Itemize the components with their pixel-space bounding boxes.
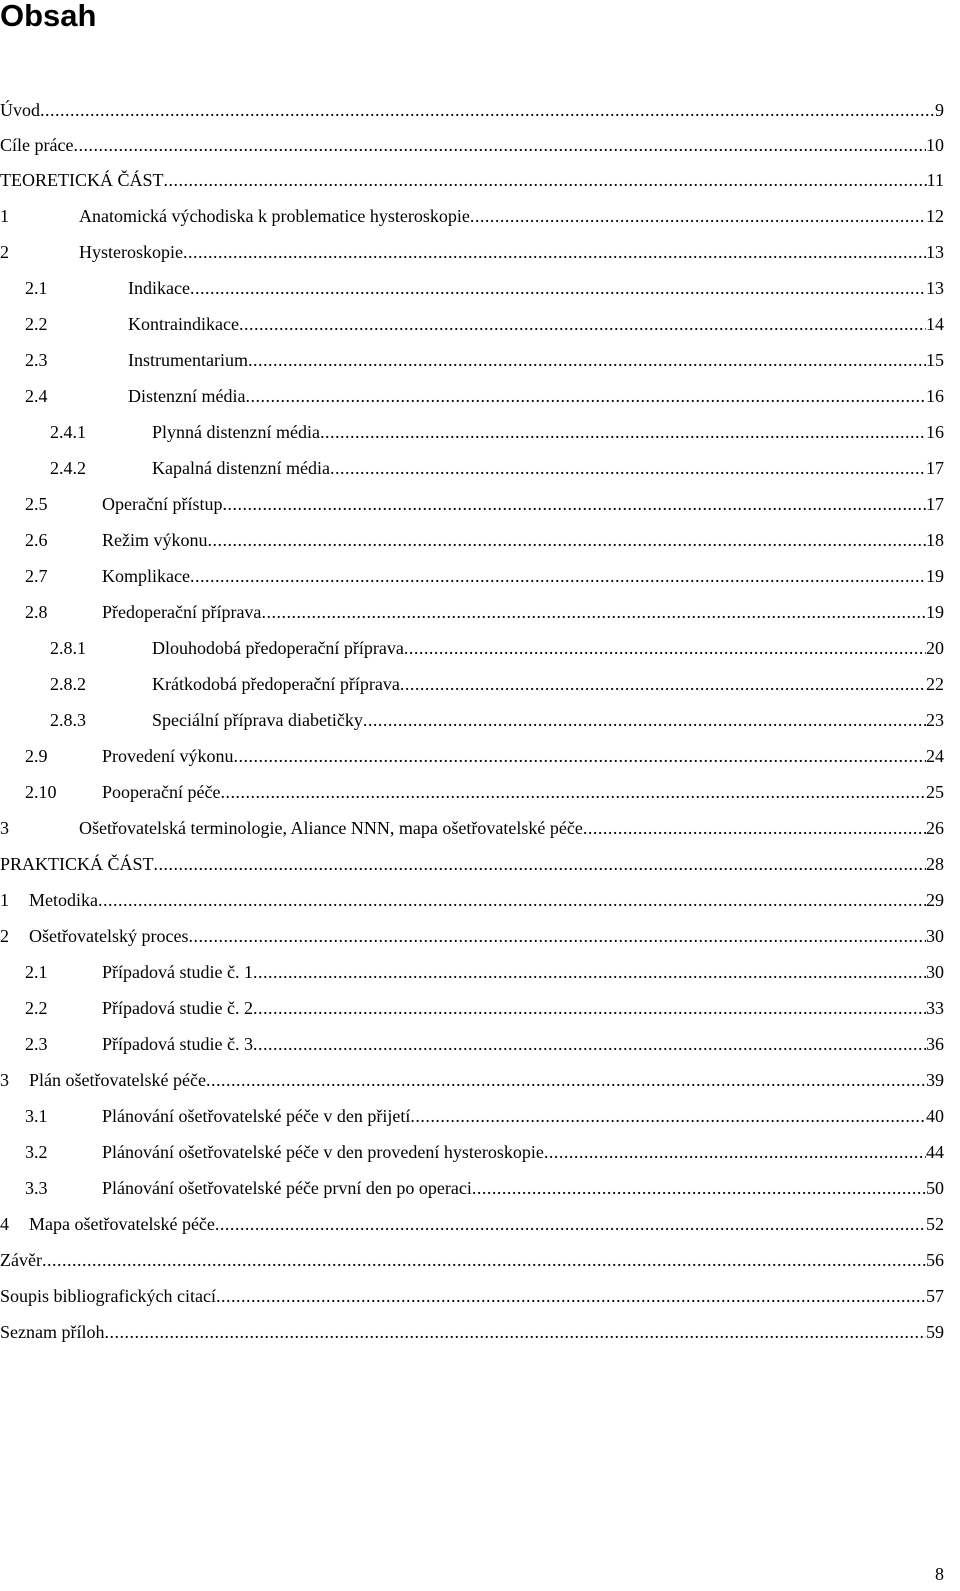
toc-entry-number: 3.2 [25, 1142, 48, 1162]
toc-entry-title: Krátkodobá předoperační příprava [152, 674, 400, 694]
toc-entry-number: 2.7 [25, 566, 48, 586]
toc-entry-title: Ošetřovatelská terminologie, Aliance NNN, mapa ošetřovatelské péče [79, 818, 583, 838]
toc-entry-title: TEORETICKÁ ČÁST [0, 170, 164, 190]
toc-entry[interactable] [0, 815, 944, 841]
toc-entry[interactable] [0, 707, 944, 733]
toc-entry-page: 59 [926, 1322, 944, 1342]
toc-entry-title: Provedení výkonu [102, 746, 234, 766]
toc-entry-page: 26 [926, 818, 944, 838]
toc-entry-page: 16 [926, 386, 944, 406]
toc-entry-title: Mapa ošetřovatelské péče [29, 1214, 215, 1234]
toc-entry-page: 29 [926, 890, 944, 910]
toc-entry-page: 22 [926, 674, 944, 694]
toc-entry-number: 2.6 [25, 530, 48, 550]
toc-entry-number: 2.5 [25, 494, 48, 514]
toc-entry[interactable] [0, 779, 944, 805]
toc-entry-page: 23 [926, 710, 944, 730]
toc-entry-page: 56 [926, 1250, 944, 1270]
toc-entry-title: PRAKTICKÁ ČÁST [0, 854, 154, 874]
toc-entry-title: Závěr [0, 1250, 42, 1270]
toc-entry-title: Kapalná distenzní média [152, 458, 330, 478]
toc-entry-number: 1 [0, 890, 9, 910]
toc-dot-leader [253, 1031, 926, 1057]
toc-dot-leader [404, 635, 926, 661]
toc-entry-title: Cíle práce [0, 135, 74, 155]
toc-entry-page: 24 [926, 746, 944, 766]
toc-entry-title: Případová studie č. 1 [102, 962, 253, 982]
toc-entry[interactable] [0, 743, 944, 769]
toc-entry-title: Úvod [0, 100, 40, 120]
toc-dot-leader [400, 671, 926, 697]
toc-entry[interactable] [0, 239, 944, 265]
toc-entry[interactable] [0, 347, 944, 373]
toc-entry-title: Soupis bibliografických citací [0, 1286, 216, 1306]
toc-entry[interactable] [0, 491, 944, 517]
toc-entry-page: 13 [926, 278, 944, 298]
toc-entry[interactable] [0, 923, 944, 949]
toc-dot-leader [253, 995, 926, 1021]
toc-entry[interactable] [0, 1247, 944, 1273]
toc-entry[interactable] [0, 167, 944, 193]
toc-entry-page: 28 [926, 854, 944, 874]
toc-entry-title: Plánování ošetřovatelské péče v den přijetí [102, 1106, 411, 1126]
toc-entry-page: 13 [926, 242, 944, 262]
toc-entry-number: 2.1 [25, 278, 48, 298]
toc-entry-page: 10 [926, 135, 944, 155]
toc-entry[interactable] [0, 1031, 944, 1057]
toc-dot-leader [583, 815, 926, 841]
toc-dot-leader [104, 1319, 926, 1345]
toc-entry-page: 30 [926, 962, 944, 982]
toc-entry[interactable] [0, 455, 944, 481]
toc-dot-leader [164, 167, 927, 193]
toc-entry[interactable] [0, 563, 944, 589]
toc-entry-title: Plánování ošetřovatelské péče první den po operaci [102, 1178, 472, 1198]
toc-entry-page: 17 [926, 494, 944, 514]
toc-entry-page: 40 [926, 1106, 944, 1126]
toc-entry[interactable] [0, 311, 944, 337]
toc-entry-title: Indikace [128, 278, 190, 298]
toc-entry-page: 44 [926, 1142, 944, 1162]
toc-dot-leader [470, 203, 926, 229]
toc-entry[interactable] [0, 203, 944, 229]
toc-entry-number: 4 [0, 1214, 9, 1234]
toc-entry-title: Předoperační příprava [102, 602, 262, 622]
toc-entry-title: Plynná distenzní média [152, 422, 320, 442]
toc-dot-leader [239, 311, 926, 337]
toc-dot-leader [183, 239, 926, 265]
toc-entry-title: Distenzní média [128, 386, 246, 406]
toc-entry-title: Dlouhodobá předoperační příprava [152, 638, 404, 658]
toc-entry[interactable] [0, 635, 944, 661]
toc-entry-number: 1 [0, 206, 9, 226]
toc-dot-leader [233, 743, 926, 769]
toc-entry-title: Případová studie č. 3 [102, 1034, 253, 1054]
toc-dot-leader [222, 491, 926, 517]
toc-dot-leader [208, 527, 927, 553]
toc-dot-leader [42, 1247, 926, 1273]
toc-dot-leader [261, 599, 926, 625]
toc-entry-number: 2.8 [25, 602, 48, 622]
toc-entry-title: Ošetřovatelský proces [29, 926, 189, 946]
toc-entry[interactable] [0, 959, 944, 985]
toc-entry-page: 50 [926, 1178, 944, 1198]
toc-entry-title: Plán ošetřovatelské péče [29, 1070, 206, 1090]
toc-entry-title: Instrumentarium [128, 350, 248, 370]
toc-entry-title: Seznam příloh [0, 1322, 105, 1342]
toc-entry-number: 2.1 [25, 962, 48, 982]
toc-entry-title: Režim výkonu [102, 530, 208, 550]
toc-entry-page: 11 [926, 170, 944, 190]
toc-entry[interactable] [0, 1211, 944, 1237]
page-number: 8 [935, 1564, 944, 1584]
toc-entry[interactable] [0, 1283, 944, 1309]
toc-dot-leader [363, 707, 926, 733]
toc-entry-number: 2 [0, 926, 9, 946]
toc-entry-number: 2.4.2 [50, 458, 86, 478]
toc-dot-leader [215, 1211, 926, 1237]
toc-dot-leader [320, 419, 926, 445]
toc-entry-page: 19 [926, 566, 944, 586]
toc-dot-leader [190, 563, 926, 589]
toc-entry-number: 2.10 [25, 782, 57, 802]
toc-entry-title: Plánování ošetřovatelské péče v den provedení hysteroskopie [102, 1142, 544, 1162]
toc-dot-leader [472, 1175, 926, 1201]
toc-entry-title: Speciální příprava diabetičky [152, 710, 363, 730]
toc-entry-number: 2.8.3 [50, 710, 86, 730]
toc-entry[interactable] [0, 851, 944, 877]
toc-entry[interactable] [0, 383, 944, 409]
toc-entry-number: 2.8.2 [50, 674, 86, 694]
toc-entry[interactable] [0, 1139, 944, 1165]
toc-entry-number: 2.9 [25, 746, 48, 766]
toc-dot-leader [188, 923, 926, 949]
toc-dot-leader [206, 1067, 926, 1093]
toc-entry-number: 2.4 [25, 386, 48, 406]
toc-entry-title: Pooperační péče [102, 782, 221, 802]
toc-entry-page: 20 [926, 638, 944, 658]
toc-entry[interactable] [0, 1067, 944, 1093]
toc-entry-number: 2.3 [25, 350, 48, 370]
toc-dot-leader [154, 851, 926, 877]
toc-dot-leader [98, 887, 926, 913]
toc-entry-page: 39 [926, 1070, 944, 1090]
toc-entry-page: 57 [926, 1286, 944, 1306]
toc-entry-number: 3.1 [25, 1106, 48, 1126]
toc-entry[interactable] [0, 1175, 944, 1201]
toc-entry-page: 19 [926, 602, 944, 622]
toc-entry-page: 17 [926, 458, 944, 478]
toc-entry-number: 2.2 [25, 314, 48, 334]
toc-entry-page: 18 [926, 530, 944, 550]
toc-entry-number: 2.8.1 [50, 638, 86, 658]
toc-dot-leader [73, 132, 926, 158]
toc-entry-number: 3 [0, 818, 9, 838]
toc-entry[interactable] [0, 995, 944, 1021]
toc-dot-leader [245, 383, 926, 409]
toc-entry[interactable] [0, 599, 944, 625]
toc-entry-number: 2 [0, 242, 9, 262]
toc-entry-number: 3.3 [25, 1178, 48, 1198]
toc-entry[interactable] [0, 671, 944, 697]
toc-dot-leader [190, 275, 926, 301]
toc-entry-number: 2.3 [25, 1034, 48, 1054]
toc-entry-title: Metodika [29, 890, 98, 910]
toc-entry-page: 25 [926, 782, 944, 802]
toc-entry-page: 12 [926, 206, 944, 226]
toc-entry-title: Hysteroskopie [79, 242, 183, 262]
toc-entry-title: Komplikace [102, 566, 190, 586]
toc-entry-page: 33 [926, 998, 944, 1018]
toc-entry-number: 2.2 [25, 998, 48, 1018]
page-title: Obsah [0, 0, 97, 33]
toc-entry-page: 30 [926, 926, 944, 946]
toc-dot-leader [544, 1139, 926, 1165]
toc-entry[interactable] [0, 97, 944, 123]
toc-entry[interactable] [0, 887, 944, 913]
toc-entry[interactable] [0, 1103, 944, 1129]
toc-entry[interactable] [0, 527, 944, 553]
toc-dot-leader [216, 1283, 926, 1309]
toc-dot-leader [253, 959, 926, 985]
toc-entry-title: Operační přístup [102, 494, 223, 514]
toc-dot-leader [220, 779, 926, 805]
toc-entry-title: Anatomická východiska k problematice hysteroskopie [79, 206, 470, 226]
toc-entry[interactable] [0, 275, 944, 301]
toc-dot-leader [410, 1103, 926, 1129]
toc-dot-leader [40, 97, 935, 123]
toc-entry-page: 14 [926, 314, 944, 334]
toc-dot-leader [330, 455, 926, 481]
toc-entry[interactable] [0, 132, 944, 158]
toc-entry-page: 16 [926, 422, 944, 442]
toc-entry[interactable] [0, 1319, 944, 1345]
toc-entry-page: 9 [935, 100, 944, 120]
toc-entry-number: 3 [0, 1070, 9, 1090]
toc-entry-title: Případová studie č. 2 [102, 998, 253, 1018]
toc-dot-leader [248, 347, 926, 373]
toc-entry-title: Kontraindikace [128, 314, 239, 334]
toc-entry[interactable] [0, 419, 944, 445]
toc-entry-page: 36 [926, 1034, 944, 1054]
toc-entry-page: 15 [926, 350, 944, 370]
toc-entry-number: 2.4.1 [50, 422, 86, 442]
toc-entry-page: 52 [926, 1214, 944, 1234]
